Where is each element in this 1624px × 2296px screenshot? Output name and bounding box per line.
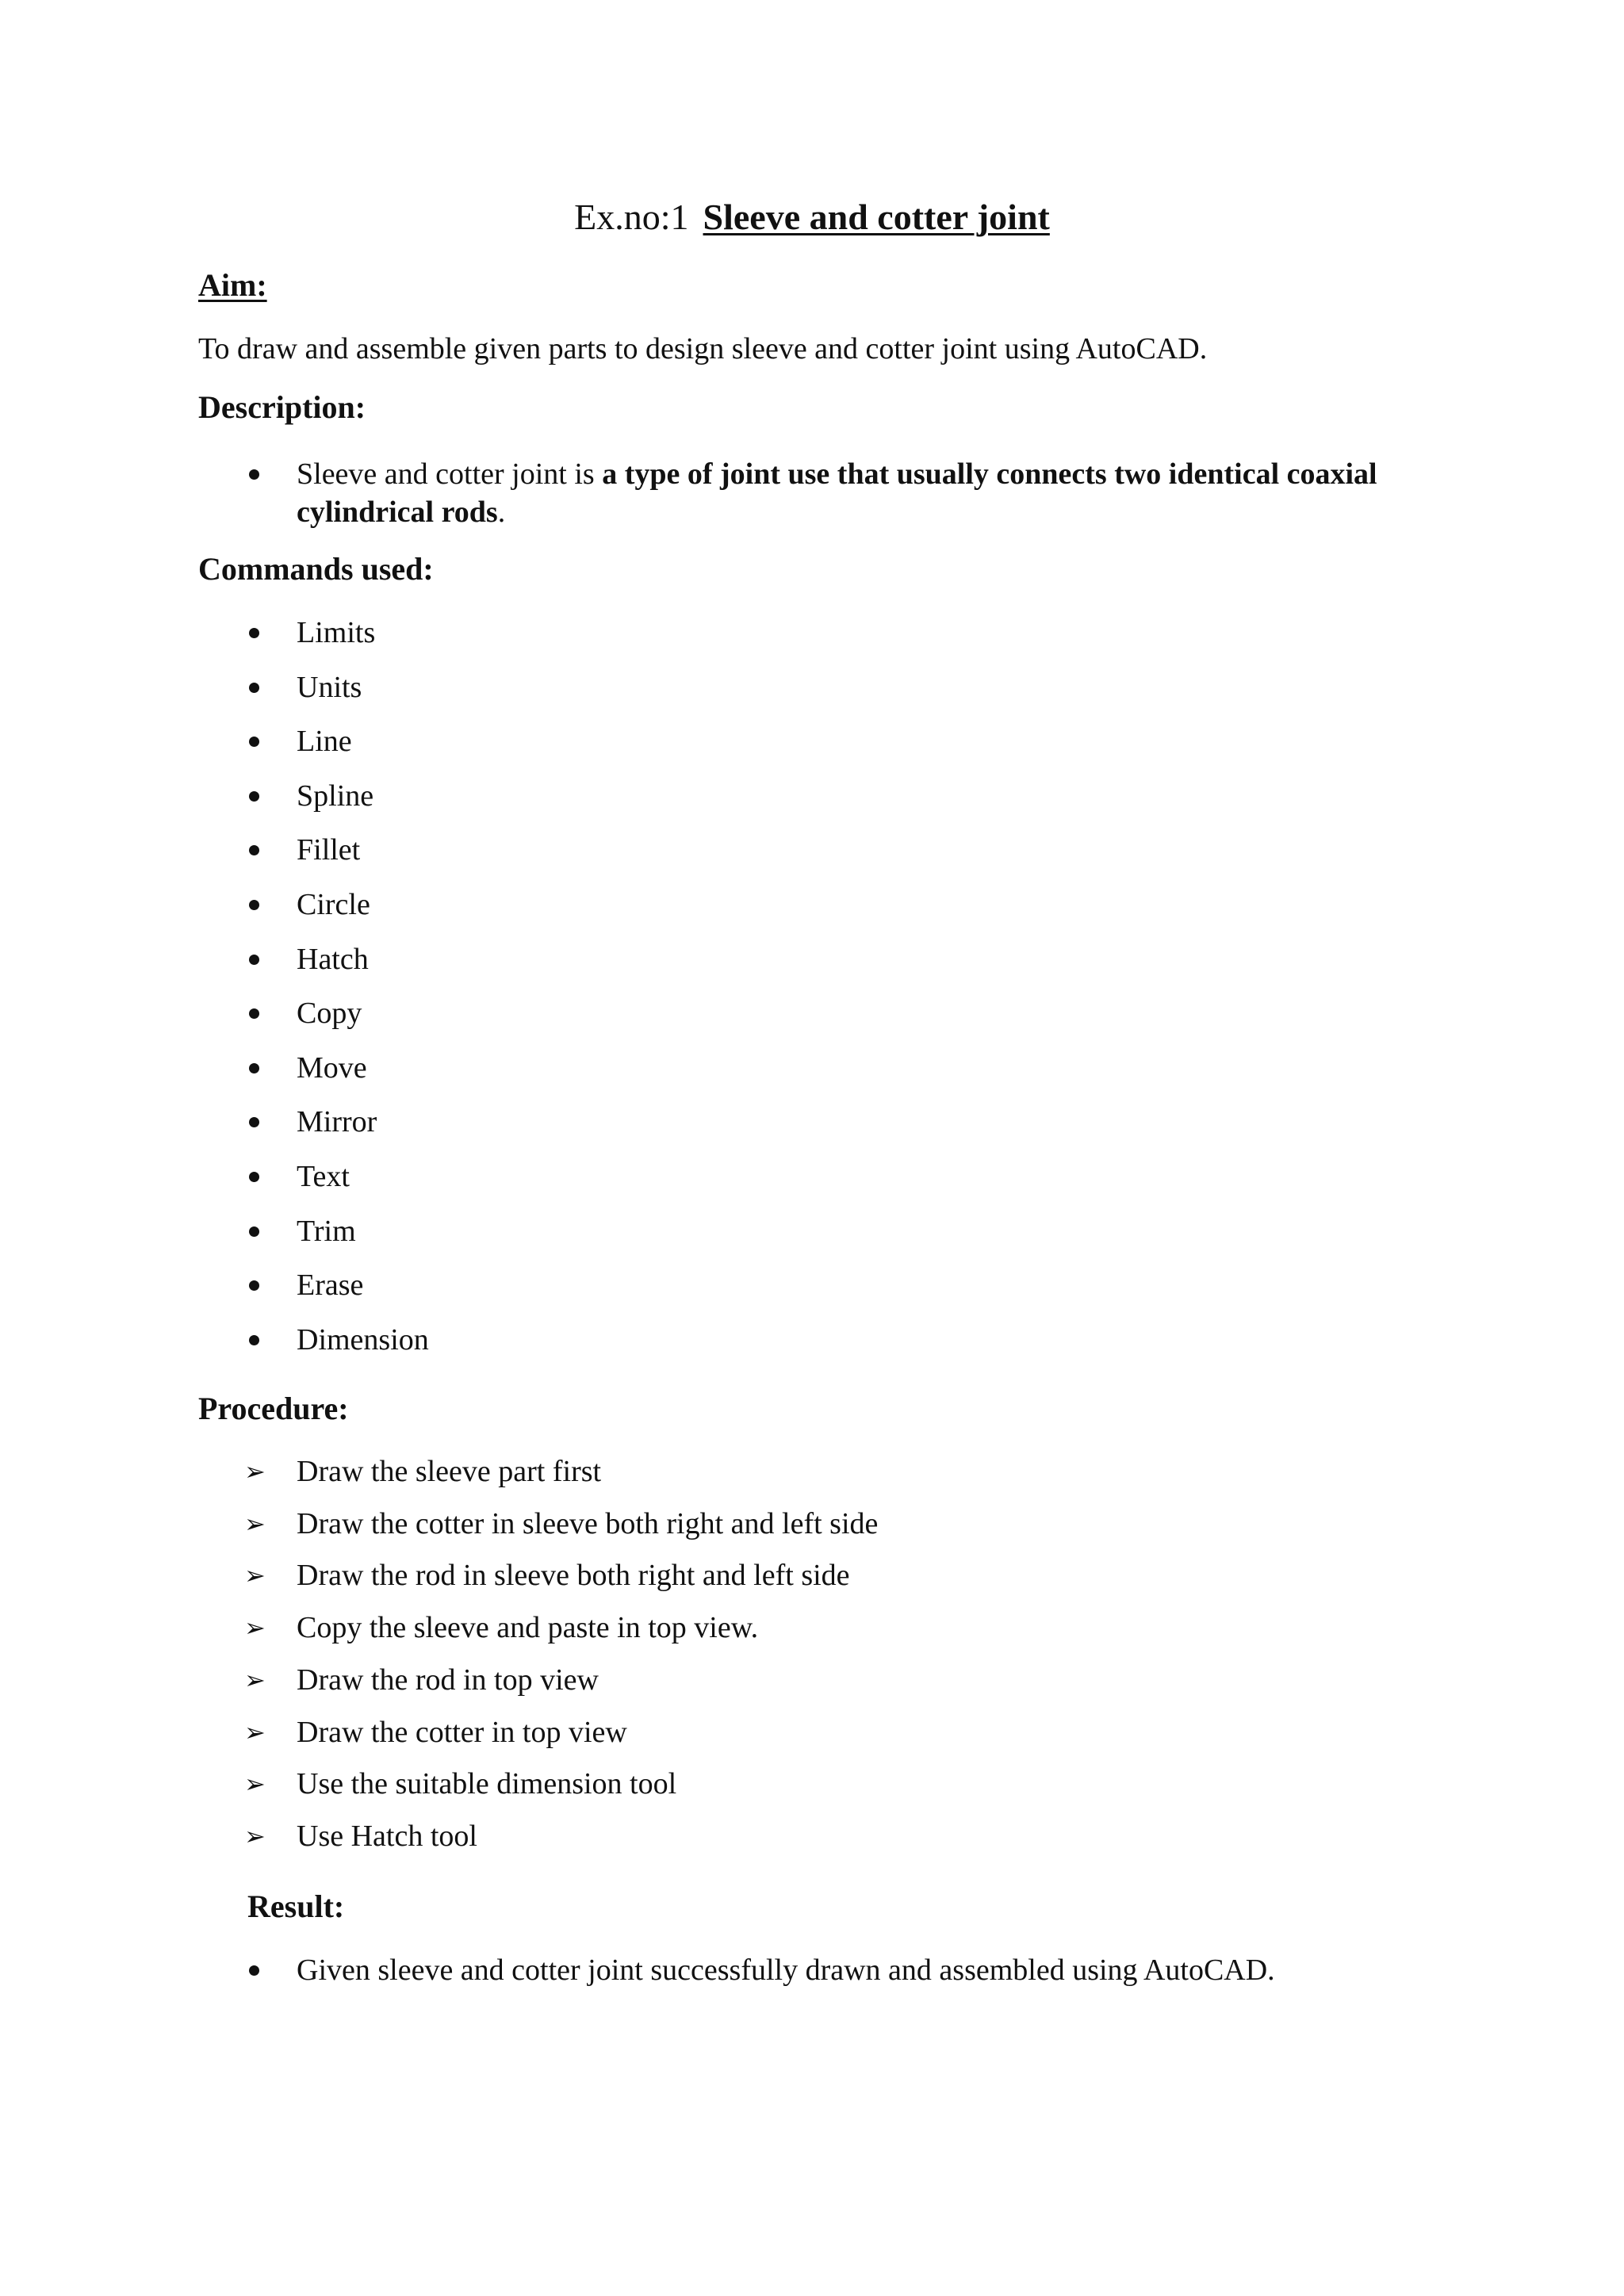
command-label: Fillet: [297, 833, 361, 867]
procedure-step-text: Draw the cotter in top view: [297, 1715, 627, 1749]
arrow-bullet-icon: ➢: [244, 1664, 266, 1695]
command-item: [0, 940, 1624, 978]
command-item: [0, 668, 1624, 706]
command-item: [0, 886, 1624, 924]
command-label: Text: [297, 1160, 350, 1193]
procedure-step-text: Draw the rod in top view: [297, 1663, 599, 1697]
bullet-icon: [249, 1335, 259, 1345]
procedure-step-text: Draw the cotter in sleeve both right and left side: [297, 1506, 879, 1540]
procedure-step: [0, 1556, 1624, 1594]
procedure-step: [0, 1817, 1624, 1855]
description-text-normal: Sleeve and cotter joint is: [297, 457, 603, 491]
description-text-bold: a type of joint use that usually connects two identical coaxial cylindrical rods: [297, 457, 1377, 529]
procedure-step: [0, 1505, 1624, 1543]
command-label: Circle: [297, 888, 370, 921]
bullet-icon: [249, 469, 259, 480]
command-item: [0, 1321, 1624, 1359]
command-item: [0, 994, 1624, 1032]
command-label: Hatch: [297, 942, 369, 976]
command-label: Line: [297, 725, 352, 759]
command-item: [0, 831, 1624, 869]
exercise-number: Ex.no:1: [574, 197, 689, 237]
command-label: Spline: [297, 779, 374, 813]
bullet-icon: [249, 1280, 259, 1291]
command-label: Mirror: [297, 1105, 377, 1139]
command-item: [0, 1266, 1624, 1304]
command-item: [0, 777, 1624, 815]
procedure-step-text: Copy the sleeve and paste in top view.: [297, 1611, 759, 1645]
arrow-bullet-icon: ➢: [244, 1456, 266, 1487]
bullet-icon: [249, 683, 259, 693]
command-item: [0, 1158, 1624, 1196]
page-title: [0, 195, 1624, 239]
procedure-step-text: Draw the sleeve part first: [297, 1455, 602, 1488]
aim-text: To draw and assemble given parts to design sleeve and cotter joint using AutoCAD.: [198, 332, 1208, 365]
procedure-step-text: Use the suitable dimension tool: [297, 1767, 677, 1801]
result-text: Given sleeve and cotter joint successfully drawn and assembled using AutoCAD.: [297, 1954, 1275, 1987]
procedure-step: [0, 1765, 1624, 1803]
description-heading: Description:: [198, 389, 366, 425]
bullet-icon: [249, 845, 259, 855]
arrow-bullet-icon: ➢: [244, 1716, 266, 1747]
bullet-icon: [249, 900, 259, 910]
exercise-title: Sleeve and cotter joint: [703, 197, 1050, 237]
bullet-icon: [249, 955, 259, 965]
result-item: [0, 1951, 1624, 1989]
bullet-icon: [249, 1226, 259, 1237]
command-item: [0, 1212, 1624, 1250]
bullet-icon: [249, 791, 259, 802]
procedure-step: [0, 1609, 1624, 1647]
command-label: Move: [297, 1050, 367, 1085]
procedure-step: [0, 1452, 1624, 1490]
command-item: [0, 1049, 1624, 1087]
procedure-step: [0, 1661, 1624, 1699]
arrow-bullet-icon: ➢: [244, 1508, 266, 1539]
command-item: [0, 1103, 1624, 1141]
command-label: Units: [297, 670, 362, 704]
arrow-bullet-icon: ➢: [244, 1613, 266, 1644]
command-label: Trim: [297, 1214, 356, 1248]
command-label: Limits: [297, 616, 376, 649]
arrow-bullet-icon: ➢: [244, 1769, 266, 1800]
bullet-icon: [249, 737, 259, 747]
command-label: Dimension: [297, 1322, 429, 1357]
arrow-bullet-icon: ➢: [244, 1560, 266, 1591]
bullet-icon: [249, 1965, 259, 1976]
procedure-step-text: Draw the rod in sleeve both right and left side: [297, 1559, 850, 1593]
procedure-step: [0, 1713, 1624, 1751]
bullet-icon: [249, 1008, 259, 1019]
description-text: [297, 455, 1407, 531]
bullet-icon: [249, 1063, 259, 1073]
procedure-heading: Procedure:: [198, 1391, 349, 1426]
command-item: [0, 722, 1624, 760]
procedure-step-text: Use Hatch tool: [297, 1819, 477, 1853]
commands-heading: Commands used:: [198, 551, 434, 587]
bullet-icon: [249, 628, 259, 638]
bullet-icon: [249, 1117, 259, 1127]
bullet-icon: [249, 1172, 259, 1182]
command-label: Copy: [297, 997, 362, 1031]
description-item: [0, 455, 1624, 534]
aim-heading: Aim:: [198, 267, 267, 303]
command-item: [0, 614, 1624, 652]
command-label: Erase: [297, 1269, 364, 1303]
result-heading: Result:: [247, 1888, 345, 1924]
description-text-end: .: [497, 496, 506, 529]
arrow-bullet-icon: ➢: [244, 1820, 266, 1851]
